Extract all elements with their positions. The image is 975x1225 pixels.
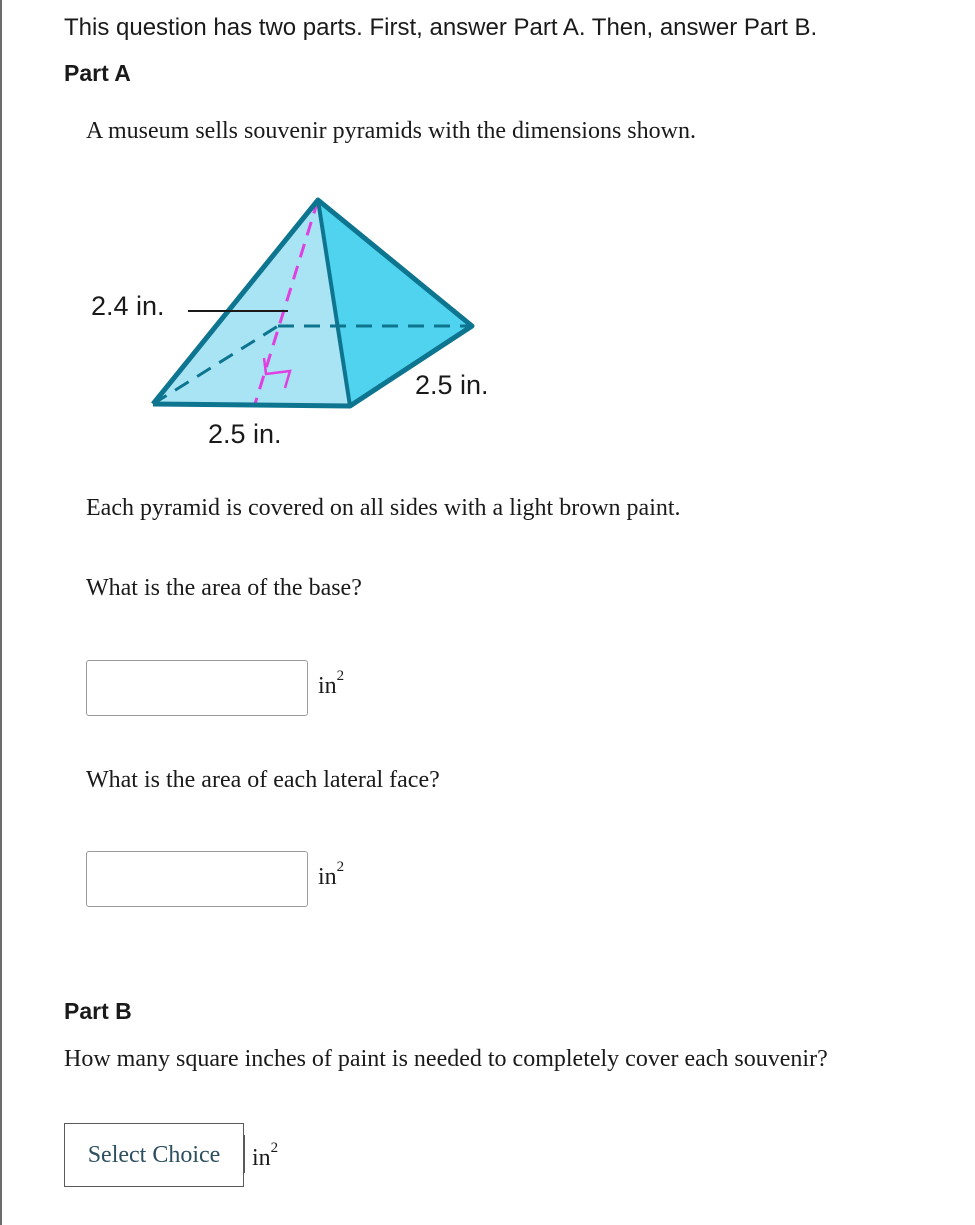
- lateral-face-input[interactable]: [86, 851, 308, 907]
- paint-question: How many square inches of paint is needed to completely cover each souvenir?: [64, 1046, 828, 1072]
- select-choice-dropdown[interactable]: Select Choice: [64, 1123, 244, 1187]
- pyramid-figure: [60, 178, 520, 458]
- unit-text: in: [318, 864, 337, 890]
- unit-exponent: 2: [270, 1140, 279, 1156]
- lateral-face-question: What is the area of each lateral face?: [86, 767, 440, 793]
- paint-answer-row: [64, 1123, 278, 1187]
- unit-text: in: [318, 673, 337, 699]
- unit-exponent: 2: [336, 859, 345, 875]
- base-width-label: 2.5 in.: [208, 419, 282, 449]
- slant-height-label: 2.4 in.: [91, 291, 165, 321]
- base-area-input[interactable]: [86, 660, 308, 716]
- left-border: [0, 0, 2, 1225]
- part-b-heading: Part B: [64, 998, 132, 1024]
- lateral-face-answer-row: [86, 851, 344, 907]
- base-length-label: 2.5 in.: [415, 370, 489, 400]
- context-text: A museum sells souvenir pyramids with the dimensions shown.: [86, 118, 696, 144]
- paint-unit: [244, 1135, 278, 1173]
- lateral-face-unit: [318, 859, 345, 891]
- unit-text: in: [252, 1145, 271, 1171]
- instructions: This question has two parts. First, answer Part A. Then, answer Part B.: [64, 14, 818, 41]
- base-area-unit: [318, 668, 345, 700]
- base-area-answer-row: [86, 660, 344, 716]
- paint-coverage-text: Each pyramid is covered on all sides with a light brown paint.: [86, 495, 681, 521]
- pyramid-front-face: [153, 200, 350, 406]
- unit-exponent: 2: [336, 668, 345, 684]
- part-a-heading: Part A: [64, 60, 131, 86]
- base-area-question: What is the area of the base?: [86, 575, 362, 601]
